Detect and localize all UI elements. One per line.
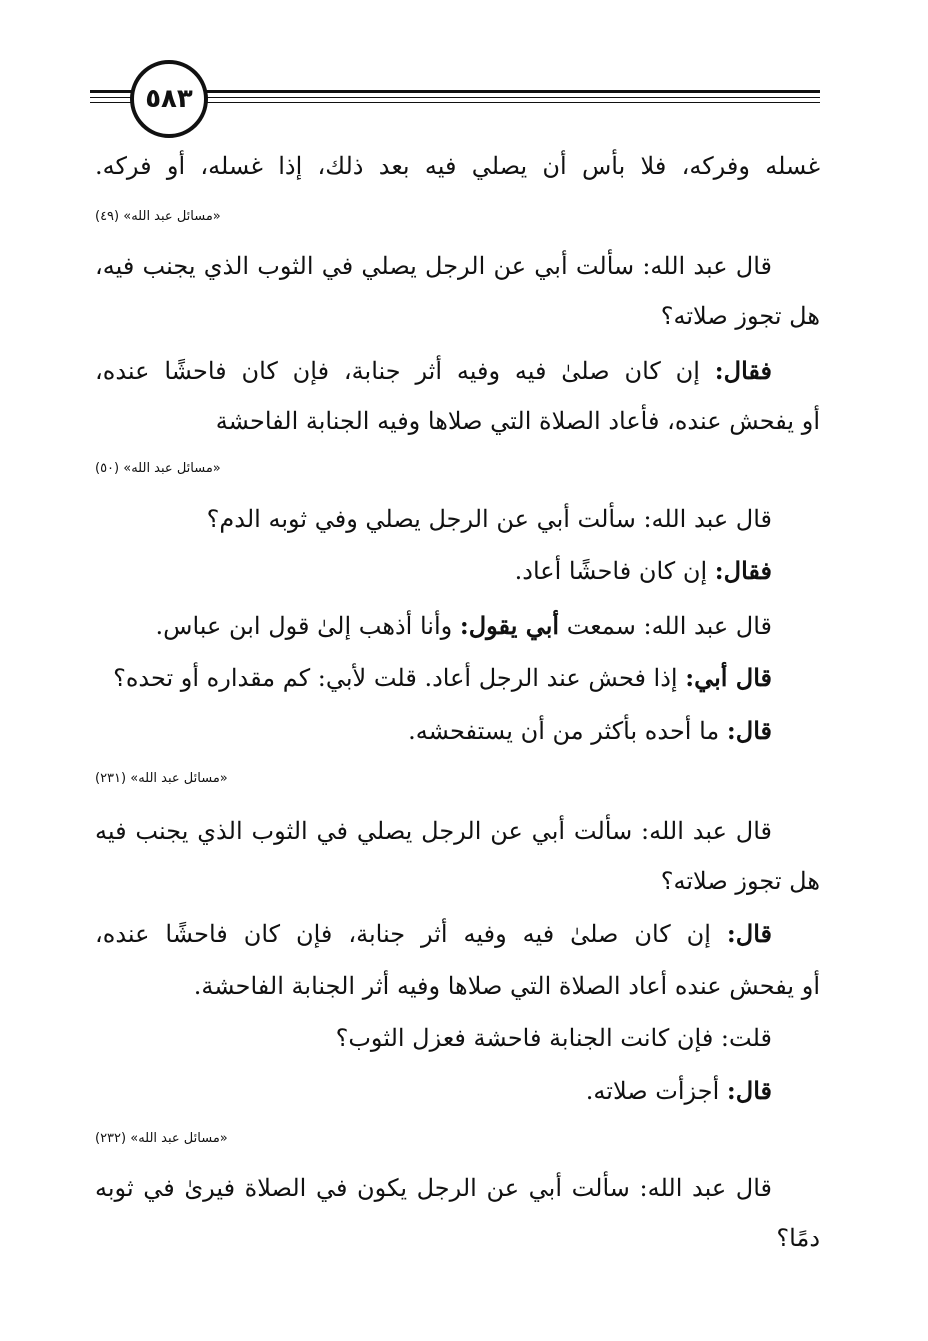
text-line: قال عبد الله: سألت أبي عن الرجل يصلي في الثوب الذي يجنب فيه [95, 817, 772, 845]
line-text: إذا فحش عند الرجل أعاد. قلت لأبي: كم مقداره أو تحده؟ [113, 664, 686, 692]
text-line [586, 1075, 772, 1107]
speaker-label: قال: [726, 716, 772, 745]
text-line [156, 610, 772, 642]
line-text: أجزأت صلاته. [585, 1077, 727, 1105]
line-text: إن كان فاحشًا أعاد. [514, 557, 715, 585]
speaker-label: أبي يقول: [459, 611, 560, 640]
text-line: غسله وفركه، فلا بأس أن يصلي فيه بعد ذلك، إذا غسله، أو فركه. [95, 152, 820, 180]
line-text: إن كان صلىٰ فيه وفيه أثر جنابة، فإن كان فاحشًا عنده، [95, 920, 727, 948]
speaker-label: فقال: [714, 356, 772, 385]
line-text: إن كان صلىٰ فيه وفيه أثر جنابة، فإن كان فاحشًا عنده، [95, 357, 715, 385]
header-rule-left [90, 102, 136, 103]
speaker-label: قال أبي: [685, 663, 772, 692]
page-number-badge [130, 60, 208, 138]
page-header [90, 60, 820, 140]
text-line: أو يفحش عنده، فأعاد الصلاة التي صلاها وفيه الجنابة الفاحشة [215, 407, 820, 435]
header-rule [190, 90, 820, 93]
text-line [113, 662, 772, 694]
source-reference: «مسائل عبد الله» (٤٩) [95, 209, 221, 224]
speaker-label: فقال: [714, 556, 772, 585]
header-rule [190, 97, 820, 98]
speaker-label: قال: [726, 919, 772, 948]
text-line [95, 355, 772, 387]
header-rule-left [90, 90, 136, 93]
text-line [515, 555, 772, 587]
text-line: قال عبد الله: سألت أبي عن الرجل يكون في الصلاة فيرىٰ في ثوبه [95, 1174, 772, 1202]
text-line: دمًا؟ [776, 1224, 820, 1252]
text-line: أو يفحش عنده أعاد الصلاة التي صلاها وفيه أثر الجنابة الفاحشة. [193, 972, 820, 1000]
text-line: قال عبد الله: سألت أبي عن الرجل يصلي وفي ثوبه الدم؟ [206, 505, 772, 533]
source-reference: «مسائل عبد الله» (٢٣٢) [95, 1131, 228, 1146]
text-line: هل تجوز صلاته؟ [660, 867, 820, 895]
header-rule [190, 102, 820, 103]
text-line: قلت: فإن كانت الجنابة فاحشة فعزل الثوب؟ [335, 1024, 772, 1052]
speaker-label: قال: [726, 1076, 772, 1105]
source-reference: «مسائل عبد الله» (٢٣١) [95, 771, 228, 786]
line-text: وأنا أذهب إلىٰ قول ابن عباس. [155, 612, 460, 640]
text-line [95, 918, 772, 950]
page-number: ٥٨٣ [145, 84, 193, 114]
line-text: ما أحده بأكثر من أن يستفحشه. [408, 717, 727, 745]
text-line [408, 715, 772, 747]
line-text: قال عبد الله: سمعت [559, 612, 772, 640]
text-line: هل تجوز صلاته؟ [660, 302, 820, 330]
text-line: قال عبد الله: سألت أبي عن الرجل يصلي في الثوب الذي يجنب فيه، [95, 252, 772, 280]
source-reference: «مسائل عبد الله» (٥٠) [95, 461, 221, 476]
